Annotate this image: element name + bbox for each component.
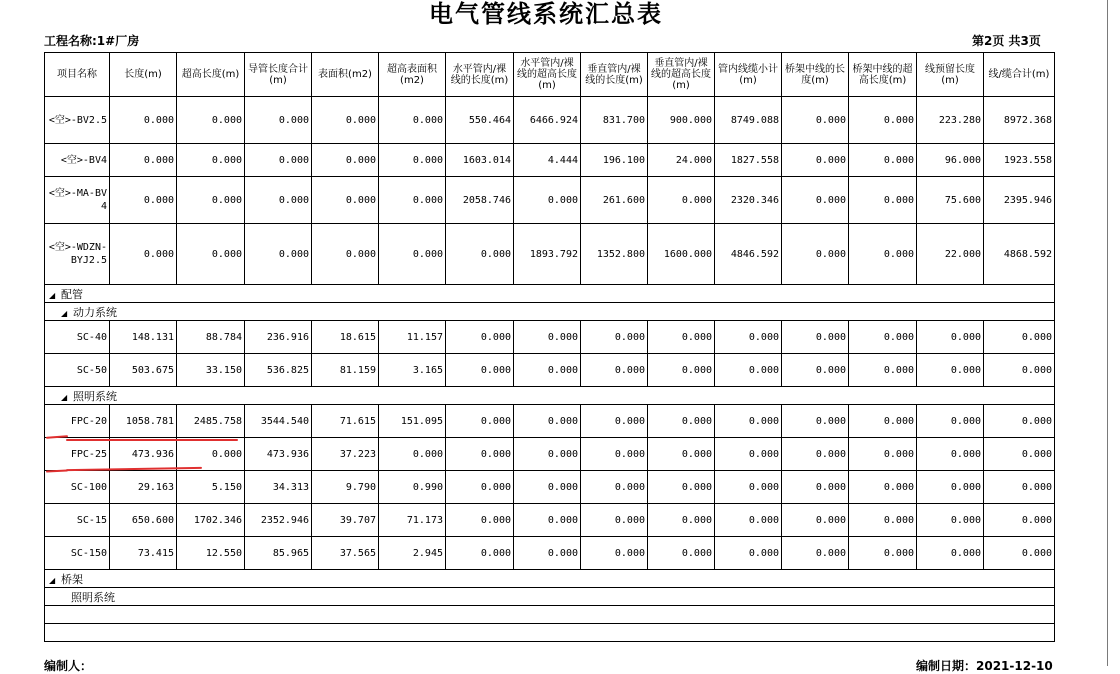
table-cell: 0.000: [917, 438, 984, 471]
table-row: [45, 224, 1055, 285]
table-cell: 71.173: [379, 504, 446, 537]
table-cell: 0.000: [715, 354, 782, 387]
table-cell: 3.165: [379, 354, 446, 387]
table-cell: 0.000: [379, 97, 446, 144]
table-cell: 0.000: [245, 97, 312, 144]
collapse-triangle-icon[interactable]: ◢: [61, 392, 68, 402]
table-cell: 0.000: [648, 438, 715, 471]
table-cell: 0.000: [782, 177, 849, 224]
group-row[interactable]: [45, 303, 1055, 321]
table-cell: 1702.346: [177, 504, 245, 537]
table-cell: 536.825: [245, 354, 312, 387]
column-header: 桥架中线的超高长度(m): [849, 53, 917, 97]
table-cell: 1058.781: [110, 405, 177, 438]
table-row: [45, 438, 1055, 471]
table-cell: 1603.014: [446, 144, 514, 177]
group-label: 配管: [61, 287, 83, 301]
red-underline-annotation-2: [66, 439, 238, 441]
table-cell: 0.000: [715, 504, 782, 537]
table-cell: 0.000: [312, 144, 379, 177]
table-cell: 0.000: [984, 405, 1055, 438]
footer-date: 编制日期：2021-12-10: [916, 659, 1053, 673]
table-cell: 1827.558: [715, 144, 782, 177]
report-title: 电气管线系统汇总表: [429, 0, 663, 28]
table-row: [45, 321, 1055, 354]
table-cell: 8749.088: [715, 97, 782, 144]
table-cell: 2.945: [379, 537, 446, 570]
column-header: 水平管内/裸线的超高长度(m): [514, 53, 581, 97]
column-header: 线预留长度(m): [917, 53, 984, 97]
table-cell: 0.000: [177, 177, 245, 224]
table-cell: 37.223: [312, 438, 379, 471]
table-cell: 0.000: [984, 471, 1055, 504]
table-row: [45, 537, 1055, 570]
table-cell: 0.000: [514, 504, 581, 537]
table-cell: 0.000: [849, 144, 917, 177]
table-cell: 0.000: [514, 405, 581, 438]
table-cell: 0.000: [648, 354, 715, 387]
table-cell: 0.000: [782, 537, 849, 570]
table-cell: 0.000: [514, 354, 581, 387]
table-cell: 0.000: [715, 438, 782, 471]
table-cell: 151.095: [379, 405, 446, 438]
row-item-name: FPC-20: [45, 405, 110, 438]
table-cell: 37.565: [312, 537, 379, 570]
table-cell: 0.000: [782, 504, 849, 537]
table-cell: 236.916: [245, 321, 312, 354]
table-cell: 0.000: [782, 405, 849, 438]
summary-table: [44, 52, 1055, 642]
table-cell: 0.000: [379, 177, 446, 224]
table-cell: 0.000: [446, 321, 514, 354]
column-header: 管内线缆小计(m): [715, 53, 782, 97]
table-cell: 0.000: [312, 224, 379, 285]
table-cell: 0.000: [984, 504, 1055, 537]
table-cell: 0.000: [514, 438, 581, 471]
table-row: [45, 144, 1055, 177]
table-cell: 503.675: [110, 354, 177, 387]
table-cell: 0.000: [917, 504, 984, 537]
table-cell: 0.000: [581, 354, 648, 387]
table-cell: 0.000: [849, 438, 917, 471]
table-cell: 0.000: [177, 224, 245, 285]
table-cell: 1352.800: [581, 224, 648, 285]
table-cell: 0.000: [245, 177, 312, 224]
group-label: 桥架: [61, 572, 83, 586]
table-cell: 0.000: [715, 537, 782, 570]
row-item-name: FPC-25: [45, 438, 110, 471]
table-row: [45, 405, 1055, 438]
page-indicator: 第2页 共3页: [972, 34, 1041, 48]
table-cell: 2058.746: [446, 177, 514, 224]
table-cell: 148.131: [110, 321, 177, 354]
table-cell: 0.000: [245, 224, 312, 285]
table-cell: 75.600: [917, 177, 984, 224]
table-cell: 0.000: [782, 354, 849, 387]
row-item-name: <空>-BV4: [45, 144, 110, 177]
row-item-name: SC-150: [45, 537, 110, 570]
table-cell: 34.313: [245, 471, 312, 504]
table-cell: 0.000: [849, 537, 917, 570]
empty-row: [45, 624, 1055, 642]
table-cell: 0.000: [379, 438, 446, 471]
table-cell: 96.000: [917, 144, 984, 177]
project-name: 工程名称:1#厂房: [44, 34, 140, 48]
table-cell: 0.000: [849, 504, 917, 537]
empty-row: [45, 606, 1055, 624]
row-item-name: SC-100: [45, 471, 110, 504]
table-cell: 473.936: [245, 438, 312, 471]
table-cell: 0.000: [446, 471, 514, 504]
table-cell: 85.965: [245, 537, 312, 570]
table-cell: 0.000: [648, 321, 715, 354]
table-cell: 0.000: [648, 537, 715, 570]
table-cell: 0.000: [379, 144, 446, 177]
table-cell: 0.000: [917, 537, 984, 570]
table-cell: 0.000: [715, 321, 782, 354]
column-header: 垂直管内/裸线的超高长度(m): [648, 53, 715, 97]
table-cell: 0.000: [514, 537, 581, 570]
table-cell: 1600.000: [648, 224, 715, 285]
group-row[interactable]: [45, 387, 1055, 405]
table-cell: 22.000: [917, 224, 984, 285]
table-cell: 0.000: [446, 224, 514, 285]
table-cell: 39.707: [312, 504, 379, 537]
table-cell: 473.936: [110, 438, 177, 471]
column-header: 水平管内/裸线的长度(m): [446, 53, 514, 97]
table-cell: 0.000: [446, 504, 514, 537]
column-header: 桥架中线的长度(m): [782, 53, 849, 97]
table-header-row: [45, 53, 1055, 97]
table-row: [45, 354, 1055, 387]
table-cell: 0.000: [514, 177, 581, 224]
table-cell: 0.000: [446, 438, 514, 471]
table-cell: 196.100: [581, 144, 648, 177]
table-cell: 0.000: [110, 177, 177, 224]
table-cell: 0.000: [581, 537, 648, 570]
table-cell: 0.000: [715, 405, 782, 438]
column-header: 超高长度(m): [177, 53, 245, 97]
table-cell: 0.000: [514, 471, 581, 504]
column-header: 垂直管内/裸线的长度(m): [581, 53, 648, 97]
column-header: 表面积(m2): [312, 53, 379, 97]
table-cell: 1923.558: [984, 144, 1055, 177]
table-cell: 0.000: [110, 97, 177, 144]
table-cell: 0.000: [581, 321, 648, 354]
table-cell: 4.444: [514, 144, 581, 177]
table-cell: 29.163: [110, 471, 177, 504]
table-cell: 0.000: [782, 471, 849, 504]
row-item-name: SC-15: [45, 504, 110, 537]
table-cell: 88.784: [177, 321, 245, 354]
footer-author: 编制人：: [44, 659, 93, 673]
table-cell: 261.600: [581, 177, 648, 224]
table-cell: 0.000: [379, 224, 446, 285]
table-cell: 0.000: [110, 224, 177, 285]
table-cell: 0.000: [648, 405, 715, 438]
group-label: 动力系统: [73, 305, 117, 319]
table-cell: 0.000: [446, 405, 514, 438]
table-cell: 0.000: [782, 438, 849, 471]
table-cell: 2485.758: [177, 405, 245, 438]
table-cell: 0.000: [917, 354, 984, 387]
table-cell: 3544.540: [245, 405, 312, 438]
summary-table-container: [44, 52, 1052, 642]
group-row[interactable]: [45, 588, 1055, 606]
table-cell: 0.000: [984, 537, 1055, 570]
table-cell: 0.000: [581, 504, 648, 537]
table-cell: 2395.946: [984, 177, 1055, 224]
column-header: 长度(m): [110, 53, 177, 97]
table-row: [45, 97, 1055, 144]
table-cell: 0.000: [782, 224, 849, 285]
table-cell: 0.000: [312, 177, 379, 224]
row-item-name: <空>-BV2.5: [45, 97, 110, 144]
table-body: [45, 97, 1055, 642]
group-row[interactable]: [45, 570, 1055, 588]
table-cell: 73.415: [110, 537, 177, 570]
table-cell: 4868.592: [984, 224, 1055, 285]
table-cell: 650.600: [110, 504, 177, 537]
row-item-name: SC-40: [45, 321, 110, 354]
table-cell: 0.000: [648, 177, 715, 224]
group-label: 照明系统: [71, 590, 115, 604]
table-cell: 0.000: [984, 321, 1055, 354]
table-cell: 0.000: [581, 471, 648, 504]
column-header: 线/缆合计(m): [984, 53, 1055, 97]
table-cell: 0.000: [782, 97, 849, 144]
table-cell: 0.000: [849, 177, 917, 224]
table-cell: 11.157: [379, 321, 446, 354]
table-cell: 0.000: [917, 471, 984, 504]
table-cell: 0.000: [849, 97, 917, 144]
table-cell: 0.000: [312, 97, 379, 144]
table-cell: 0.000: [581, 405, 648, 438]
table-cell: 4846.592: [715, 224, 782, 285]
table-cell: 6466.924: [514, 97, 581, 144]
table-cell: 0.000: [917, 405, 984, 438]
table-cell: 0.000: [177, 144, 245, 177]
column-header: 导管长度合计(m): [245, 53, 312, 97]
group-label: 照明系统: [73, 389, 117, 403]
table-cell: 0.000: [917, 321, 984, 354]
table-cell: 0.000: [984, 438, 1055, 471]
table-cell: 9.790: [312, 471, 379, 504]
table-cell: 2320.346: [715, 177, 782, 224]
table-cell: 0.000: [849, 405, 917, 438]
table-cell: 18.615: [312, 321, 379, 354]
table-cell: 0.000: [648, 471, 715, 504]
table-cell: 81.159: [312, 354, 379, 387]
table-cell: 8972.368: [984, 97, 1055, 144]
group-row[interactable]: [45, 285, 1055, 303]
table-cell: 0.000: [177, 97, 245, 144]
table-cell: 0.000: [715, 471, 782, 504]
column-header: 超高表面积(m2): [379, 53, 446, 97]
table-cell: 0.000: [110, 144, 177, 177]
table-cell: 0.000: [782, 144, 849, 177]
row-item-name: <空>-WDZN-BYJ2.5: [45, 224, 110, 285]
table-row: [45, 471, 1055, 504]
table-cell: 71.615: [312, 405, 379, 438]
table-cell: 223.280: [917, 97, 984, 144]
row-item-name: <空>-MA-BV4: [45, 177, 110, 224]
table-cell: 0.000: [849, 471, 917, 504]
table-cell: 0.990: [379, 471, 446, 504]
table-cell: 0.000: [446, 537, 514, 570]
table-cell: 0.000: [648, 504, 715, 537]
table-cell: 24.000: [648, 144, 715, 177]
column-header: 项目名称: [45, 53, 110, 97]
table-cell: 0.000: [177, 438, 245, 471]
table-cell: 0.000: [514, 321, 581, 354]
table-cell: 2352.946: [245, 504, 312, 537]
table-cell: 0.000: [849, 224, 917, 285]
table-cell: 0.000: [782, 321, 849, 354]
row-item-name: SC-50: [45, 354, 110, 387]
table-cell: 0.000: [849, 321, 917, 354]
table-cell: 1893.792: [514, 224, 581, 285]
table-cell: 33.150: [177, 354, 245, 387]
table-cell: 900.000: [648, 97, 715, 144]
table-cell: 0.000: [446, 354, 514, 387]
collapse-triangle-icon[interactable]: ◢: [61, 308, 68, 318]
table-row: [45, 177, 1055, 224]
collapse-triangle-icon[interactable]: ◢: [49, 290, 56, 300]
window-edge-divider: [1107, 0, 1108, 666]
collapse-triangle-icon[interactable]: ◢: [49, 575, 56, 585]
table-row: [45, 504, 1055, 537]
table-cell: 0.000: [245, 144, 312, 177]
table-cell: 831.700: [581, 97, 648, 144]
table-cell: 0.000: [984, 354, 1055, 387]
table-cell: 5.150: [177, 471, 245, 504]
table-cell: 550.464: [446, 97, 514, 144]
table-cell: 12.550: [177, 537, 245, 570]
table-cell: 0.000: [581, 438, 648, 471]
table-cell: 0.000: [849, 354, 917, 387]
